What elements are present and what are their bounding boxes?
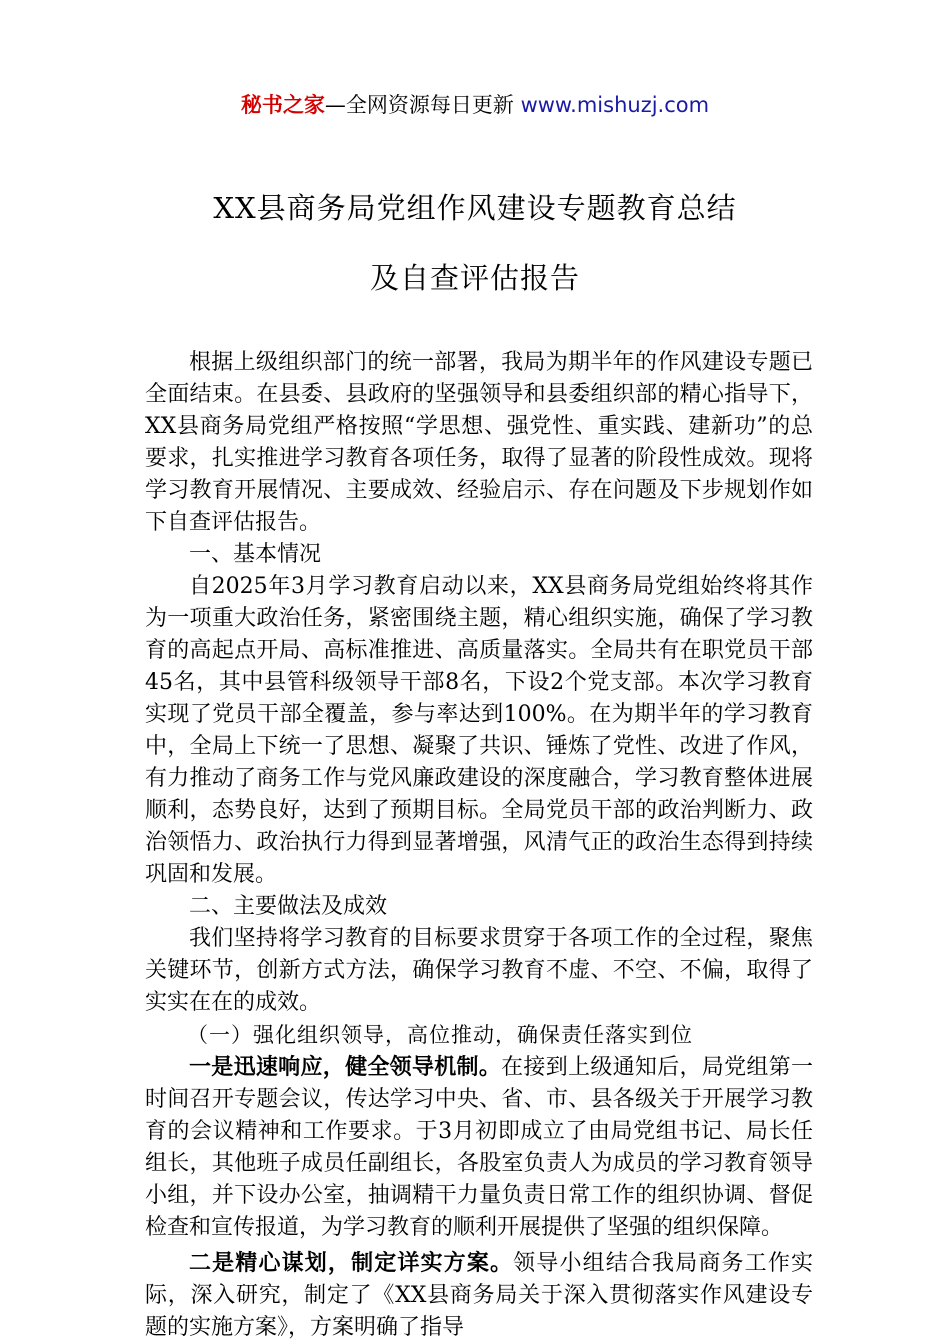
point-one-paragraph — [145, 1051, 813, 1244]
site-url-link[interactable]: www.mishuzj.com — [520, 93, 710, 117]
point-two-paragraph — [145, 1247, 813, 1344]
site-brand: 秘书之家 — [240, 93, 325, 117]
section-heading-basic-info: 一、基本情况 — [189, 542, 322, 567]
subsection-heading-leadership: （一）强化组织领导，高位推动，确保责任落实到位 — [187, 1023, 693, 1047]
point-two-lead: 二是精心谋划，制定详实方案。 — [189, 1250, 514, 1276]
document-title-line1: XX县商务局党组作风建设专题教育总结 — [213, 191, 737, 225]
site-slogan: —全网资源每日更新 — [324, 93, 514, 117]
intro-paragraph: 根据上级组织部门的统一部署，我局为期半年的作风建设专题已全面结束。在县委、县政府的坚强领导和县委组织部的精心指导下，XX县商务局党组严格按照“学思想、强党性、重实践、建新功”的总要求，扎实推进学习教育各项任务，取得了显著的阶段性成效。现将学习教育开展情况、主要成效、经验启示、存在问题及下步规划作如下自查评估报告。 — [145, 350, 813, 535]
point-one-body: 在接到上级通知后，局党组第一时间召开专题会议，传达学习中央、省、市、县各级关于开展学习教育的会议精神和工作要求。于3月初即成立了由局党组书记、局长任组长，其他班子成员任副组长，各股室负责人为成员的学习教育领导小组，并下设办公室，抽调精干力量负责日常工作的组织协调、督促检查和宣传报道，为学习教育的顺利开展提供了坚强的组织保障。 — [145, 1055, 813, 1240]
point-two-body: 领导小组结合我局商务工作实际，深入研究，制定了《XX县商务局关于深入贯彻落实作风建设专题的实施方案》，方案明确了指导 — [145, 1251, 813, 1340]
site-header — [0, 88, 950, 122]
document-title-line2: 及自查评估报告 — [369, 261, 580, 295]
point-one-lead: 一是迅速响应，健全领导机制。 — [189, 1054, 502, 1080]
section-heading-practices: 二、主要做法及成效 — [189, 894, 388, 919]
document-body — [145, 347, 813, 1344]
practices-intro-paragraph: 我们坚持将学习教育的目标要求贯穿于各项工作的全过程，聚焦关键环节，创新方式方法，确保学习教育不虚、不空、不偏，取得了实实在在的成效。 — [145, 926, 813, 1015]
basic-info-paragraph: 自2025年3月学习教育启动以来，XX县商务局党组始终将其作为一项重大政治任务，紧密围绕主题，精心组织实施，确保了学习教育的高起点开局、高标准推进、高质量落实。全局共有在职党员干部45名，其中县管科级领导干部8名，下设2个党支部。本次学习教育实现了党员干部全覆盖，参与率达到100%。在为期半年的学习教育中，全局上下统一了思想、凝聚了共识、锤炼了党性、改进了作风，有力推动了商务工作与党风廉政建设的深度融合，学习教育整体进展顺利，态势良好，达到了预期目标。全局党员干部的政治判断力、政治领悟力、政治执行力得到显著增强，风清气正的政治生态得到持续巩固和发展。 — [145, 574, 813, 887]
